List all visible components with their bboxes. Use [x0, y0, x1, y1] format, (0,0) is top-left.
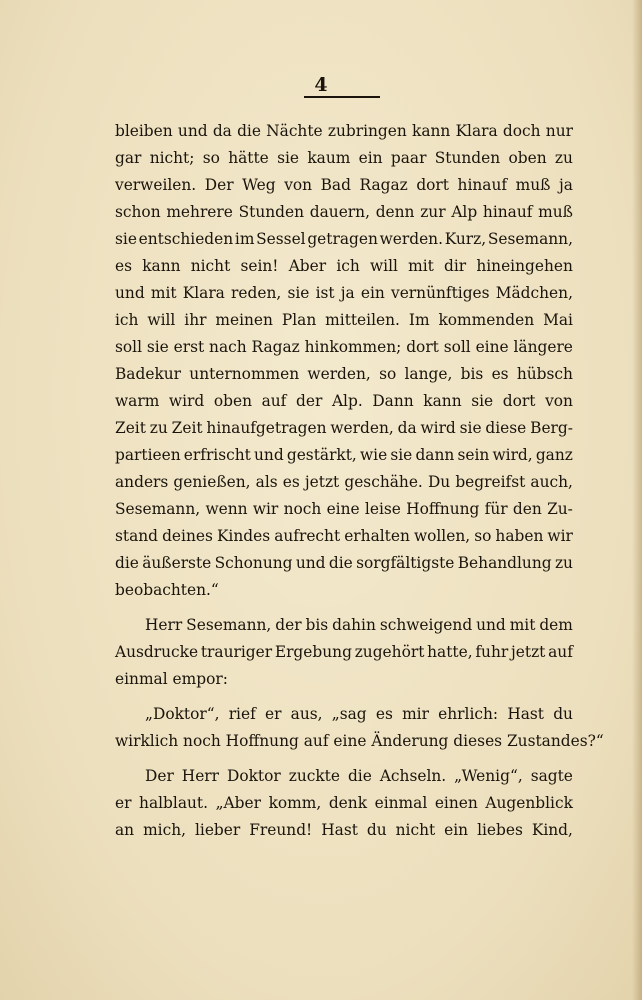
- text-line: einmal empor:: [115, 670, 228, 688]
- word: ein: [360, 284, 385, 302]
- word: doch: [502, 122, 541, 140]
- word: Stunden: [434, 149, 501, 167]
- word: hinaufgetragen: [206, 419, 327, 437]
- word: so: [379, 365, 397, 383]
- word: der: [275, 616, 302, 634]
- word: komm,: [268, 794, 322, 812]
- word: werden.: [379, 230, 443, 248]
- page-number: 4: [314, 74, 328, 96]
- text-line: [115, 280, 573, 307]
- word: Kindes: [216, 527, 271, 545]
- word: zu: [554, 149, 573, 167]
- word: und: [177, 122, 208, 140]
- text-line: [115, 199, 573, 226]
- text-line: [115, 226, 573, 253]
- text-line: [115, 442, 573, 469]
- word: Behandlung: [457, 554, 552, 572]
- word: Schonung: [214, 554, 293, 572]
- word: wird: [168, 392, 205, 410]
- word: ehrlich:: [438, 705, 499, 723]
- word: Ragaz: [251, 338, 300, 356]
- word: Nächte: [266, 122, 323, 140]
- word: dort: [416, 176, 449, 194]
- word: Berg-: [530, 419, 573, 437]
- word: hinkommen;: [304, 338, 402, 356]
- word: es: [282, 473, 300, 491]
- word: Sesemann,: [115, 500, 201, 518]
- word: sein!: [240, 257, 279, 275]
- word: Plan: [281, 311, 317, 329]
- word: die: [328, 554, 353, 572]
- word: Hoffnung: [406, 500, 480, 518]
- word: fuhr: [475, 643, 509, 661]
- word: ein: [444, 821, 469, 839]
- word: für: [484, 500, 508, 518]
- word: wird: [420, 419, 456, 437]
- word: und: [115, 284, 145, 302]
- word: partieen: [115, 446, 181, 464]
- word: sagte: [530, 767, 573, 785]
- word: kann: [142, 257, 181, 275]
- word: Du: [427, 473, 451, 491]
- word: ganz: [535, 446, 573, 464]
- text-line: [115, 550, 573, 577]
- word: gestärkt,: [286, 446, 357, 464]
- word: denn: [375, 203, 415, 221]
- word: zubringen: [327, 122, 407, 140]
- text-line: [115, 817, 573, 844]
- word: meinen: [215, 311, 273, 329]
- word: einen: [434, 794, 478, 812]
- text-line: [115, 388, 573, 415]
- word: haben: [495, 527, 544, 545]
- word: jetzt: [511, 643, 546, 661]
- text-line: [115, 415, 573, 442]
- word: so: [202, 149, 220, 167]
- word: oben: [508, 149, 547, 167]
- word: Mai: [543, 311, 573, 329]
- word: und: [476, 616, 506, 634]
- word: zur: [420, 203, 446, 221]
- word: dem: [539, 616, 573, 634]
- word: Herr: [145, 616, 183, 634]
- word: er: [264, 705, 282, 723]
- word: wenn: [205, 500, 248, 518]
- text-line: [115, 334, 573, 361]
- word: Klara: [455, 122, 498, 140]
- word: trauriger: [200, 643, 273, 661]
- body-text: [115, 118, 604, 844]
- word: warm: [115, 392, 160, 410]
- word: hatte,: [427, 643, 473, 661]
- word: da: [212, 122, 232, 140]
- word: einmal: [374, 794, 428, 812]
- word: hübsch: [516, 365, 573, 383]
- word: muß: [515, 176, 551, 194]
- word: „Doktor“,: [145, 705, 220, 723]
- word: hätte: [228, 149, 269, 167]
- word: eine: [475, 338, 509, 356]
- word: noch: [283, 500, 322, 518]
- word: werden,: [330, 419, 394, 437]
- word: getragen: [307, 230, 378, 248]
- text-line: [115, 253, 573, 280]
- word: diese: [485, 419, 527, 437]
- word: Alp.: [331, 392, 363, 410]
- word: begreifst: [455, 473, 526, 491]
- word: Kurz,: [444, 230, 487, 248]
- text-line: [115, 639, 573, 666]
- word: nicht: [395, 821, 436, 839]
- word: Dann: [372, 392, 414, 410]
- word: „sag: [331, 705, 367, 723]
- word: im: [234, 230, 255, 248]
- word: zuckte: [288, 767, 340, 785]
- word: er: [115, 794, 132, 812]
- text-line: [115, 523, 573, 550]
- word: mir: [402, 705, 429, 723]
- word: ich: [336, 257, 360, 275]
- word: ja: [340, 284, 355, 302]
- word: du: [366, 821, 387, 839]
- word: reden,: [231, 284, 282, 302]
- word: sie: [390, 446, 413, 464]
- word: Doktor: [227, 767, 281, 785]
- word: geschähe.: [344, 473, 423, 491]
- word: mit: [509, 616, 536, 634]
- page-edge-shadow: [632, 0, 642, 1000]
- word: jetzt: [304, 473, 340, 491]
- word: nur: [545, 122, 573, 140]
- word: da: [397, 419, 417, 437]
- text-line: [115, 145, 573, 172]
- word: Ausdrucke: [115, 643, 199, 661]
- word: zu: [554, 554, 573, 572]
- word: von: [545, 392, 573, 410]
- word: wollen,: [413, 527, 471, 545]
- word: mit: [408, 257, 434, 275]
- word: Zu-: [547, 500, 573, 518]
- word: sie: [277, 149, 300, 167]
- word: ein: [358, 149, 383, 167]
- word: denk: [328, 794, 368, 812]
- word: die: [237, 122, 261, 140]
- word: nach: [209, 338, 247, 356]
- word: bis: [460, 365, 484, 383]
- word: leise: [364, 500, 401, 518]
- word: erhalten: [344, 527, 410, 545]
- word: nicht: [190, 257, 231, 275]
- word: sein: [457, 446, 490, 464]
- word: paar: [390, 149, 427, 167]
- word: Aber: [288, 257, 327, 275]
- word: Weg: [242, 176, 276, 194]
- text-line: [115, 612, 573, 639]
- paragraph-gap: [115, 755, 573, 763]
- word: bleiben: [115, 122, 173, 140]
- text-line: [115, 172, 573, 199]
- word: Klara: [182, 284, 225, 302]
- word: es: [375, 705, 393, 723]
- word: gar: [115, 149, 142, 167]
- word: auf: [261, 392, 287, 410]
- word: dir: [444, 257, 467, 275]
- word: Zeit: [115, 419, 146, 437]
- word: sie: [287, 284, 310, 302]
- word: werden,: [307, 365, 371, 383]
- header-rule: [304, 96, 380, 98]
- word: aufrecht: [274, 527, 341, 545]
- word: ist: [315, 284, 335, 302]
- word: Hast: [507, 705, 544, 723]
- word: mit: [150, 284, 177, 302]
- word: Zeit: [171, 419, 203, 437]
- word: du: [553, 705, 573, 723]
- word: es: [115, 257, 133, 275]
- word: sie: [459, 419, 482, 437]
- word: Kind,: [531, 821, 573, 839]
- word: Freund!: [249, 821, 313, 839]
- text-line: wirklich noch Hoffnung auf eine Änderung dieses Zustandes?“: [115, 732, 604, 750]
- word: als: [255, 473, 278, 491]
- word: ich: [115, 311, 139, 329]
- word: sie: [115, 230, 137, 248]
- word: soll: [115, 338, 143, 356]
- word: verweilen.: [115, 176, 197, 194]
- text-line: [115, 763, 573, 790]
- word: Sesemann,: [186, 616, 272, 634]
- word: Ergebung: [274, 643, 352, 661]
- word: Achseln.: [379, 767, 447, 785]
- word: zugehört: [354, 643, 425, 661]
- text-line: [115, 496, 573, 523]
- word: mitteilen.: [325, 311, 400, 329]
- paragraph-gap: [115, 604, 573, 612]
- word: zu: [149, 419, 168, 437]
- word: genießen,: [173, 473, 251, 491]
- word: mich,: [143, 821, 187, 839]
- word: unternommen: [189, 365, 300, 383]
- word: vernünftiges: [391, 284, 490, 302]
- word: wird,: [492, 446, 533, 464]
- word: Augenblick: [485, 794, 573, 812]
- word: halblaut.: [139, 794, 208, 812]
- word: oben: [213, 392, 252, 410]
- word: lange,: [404, 365, 453, 383]
- word: aus,: [290, 705, 323, 723]
- word: Hast: [321, 821, 358, 839]
- word: deines: [162, 527, 213, 545]
- word: und: [295, 554, 326, 572]
- word: Der: [204, 176, 234, 194]
- word: entschieden: [138, 230, 234, 248]
- word: „Wenig“,: [454, 767, 523, 785]
- word: kann: [423, 392, 462, 410]
- word: rief: [228, 705, 256, 723]
- word: Sesemann,: [487, 230, 573, 248]
- word: kommenden: [438, 311, 535, 329]
- word: sie: [471, 392, 494, 410]
- word: dann: [415, 446, 455, 464]
- text-line: [115, 307, 573, 334]
- paragraph-gap: [115, 693, 573, 701]
- word: dauern,: [309, 203, 370, 221]
- word: wir: [547, 527, 573, 545]
- word: auf: [548, 643, 573, 661]
- word: stand: [115, 527, 159, 545]
- word: wir: [252, 500, 279, 518]
- word: soll: [443, 338, 471, 356]
- word: will: [369, 257, 398, 275]
- word: „Aber: [215, 794, 261, 812]
- word: die: [347, 767, 372, 785]
- word: kann: [412, 122, 451, 140]
- word: liebes: [477, 821, 523, 839]
- word: hinauf: [482, 203, 533, 221]
- word: schon: [115, 203, 161, 221]
- word: längere: [513, 338, 573, 356]
- word: dort: [502, 392, 536, 410]
- word: sie: [146, 338, 169, 356]
- word: so: [474, 527, 492, 545]
- word: Ragaz: [359, 176, 408, 194]
- word: Im: [408, 311, 430, 329]
- word: ja: [558, 176, 573, 194]
- word: hineingehen: [476, 257, 573, 275]
- word: muß: [538, 203, 573, 221]
- word: der: [296, 392, 323, 410]
- text-line: [115, 361, 573, 388]
- word: Mädchen,: [495, 284, 573, 302]
- word: dort: [406, 338, 439, 356]
- word: nicht;: [149, 149, 195, 167]
- word: Sessel: [256, 230, 306, 248]
- word: von: [284, 176, 313, 194]
- word: Stunden: [238, 203, 305, 221]
- word: anders: [115, 473, 169, 491]
- word: dahin: [332, 616, 376, 634]
- text-line: [115, 790, 573, 817]
- word: auch,: [530, 473, 573, 491]
- word: eine: [326, 500, 360, 518]
- word: bis: [305, 616, 329, 634]
- word: kaum: [307, 149, 351, 167]
- text-line: [115, 701, 573, 728]
- word: die: [115, 554, 139, 572]
- word: mehrere: [166, 203, 233, 221]
- word: erst: [173, 338, 205, 356]
- word: Bad: [320, 176, 351, 194]
- word: hinauf: [457, 176, 508, 194]
- word: Der: [145, 767, 174, 785]
- word: wie: [359, 446, 388, 464]
- word: es: [491, 365, 509, 383]
- word: erfrischt: [183, 446, 251, 464]
- word: äußerste: [142, 554, 212, 572]
- word: lieber: [194, 821, 241, 839]
- word: sorgfältigste: [356, 554, 455, 572]
- word: den: [512, 500, 542, 518]
- word: Alp: [451, 203, 478, 221]
- word: Badekur: [115, 365, 182, 383]
- word: und: [254, 446, 284, 464]
- word: Herr: [181, 767, 220, 785]
- text-line: beobachten.“: [115, 581, 219, 599]
- text-line: [115, 469, 573, 496]
- word: schweigend: [379, 616, 473, 634]
- text-line: [115, 118, 573, 145]
- word: an: [115, 821, 135, 839]
- word: ihr: [184, 311, 207, 329]
- word: will: [147, 311, 176, 329]
